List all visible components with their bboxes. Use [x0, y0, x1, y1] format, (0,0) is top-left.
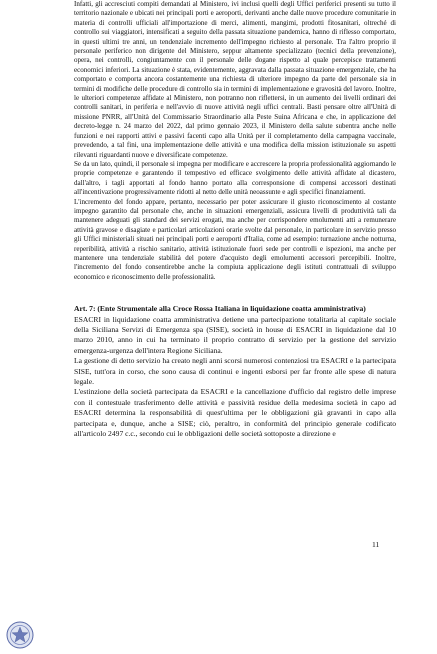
paragraph-accresciuti-compiti: Infatti, gli accresciuti compiti demandati al Ministero, ivi inclusi quelli degli Uffici periferici presenti su tutto il territorio nazionale e ubicati nei principali porti e aeroporti, derivanti anche dalle nuove procedure comunitarie in materia di controlli ufficiali all'importazione di merci, alimenti, mangimi, prodotti fitosanitari, oltreché di controllo sui viaggiatori, intensificati a seguito della passata situazione pandemica, hanno di riflesso comportato, in questi ultimi tre anni, un tendenziale incremento dell'impegno richiesto al personale. Tra l'altro proprio il personale periferico non dirigente del Ministero, seppur altamente specializzato (tecnici della prevenzione), opera, nei controlli, congiuntamente con il personale delle dogane rispetto al quale percepisce trattamenti economici inferiori. La situazione è stata, evidentemente, aggravata dalla passata situazione emergenziale, che ha comportato e comporta ancora costantemente una richiesta di ulteriore impegno da parte del personale sia in termini di modifiche delle procedure di controllo sia in termini di implementazione e gravosità del lavoro. Inoltre, le ulteriori competenze affidate al Ministero, non potranno non riflettersi, in un aumento dei livelli ordinari dei controlli sanitari, in periferia e nell'avvio di nuove attività negli uffici centrali. Basti pensare oltre all'Unità di missione PNRR, all'Unità del Commissario Straordinario alla Peste Suina Africana e che, in applicazione del decreto-legge n. 24 marzo del 2022, dal primo gennaio 2023, il Ministero della salute subentra anche nelle funzioni e nei rapporti attivi e passivi facenti capo alla Unità per il completamento della campagna vaccinale, prevedendo, a tal fini, una implementazione delle attività e una modifica della mission istituzionale su aspetti rilevanti riguardanti nuove e diversificate competenze.: [74, 0, 396, 159]
paragraph-gestione-servizio: La gestione di detto servizio ha creato negli anni scorsi numerosi contenziosi tra ESACRI e la partecipata SISE, tutt'ora in corso, che sono causa di continui e ingenti esborsi per far fronte alle spese di natura legale.: [74, 356, 396, 387]
paragraph-estinzione-societa: L'estinzione della società partecipata da ESACRI e la cancellazione d'ufficio dal registro delle imprese con il contestuale trasferimento delle attività e passività residue della medesima società in capo ad ESACRI determina la responsabilità di quest'ultima per le obbligazioni già gravanti in capo alla partecipata e, dunque, anche a SISE; ciò, peraltro, in conformità del principio generale codificato all'articolo 2497 c.c., secondo cui le obbligazioni delle società sottoposte a direzione e: [74, 387, 396, 439]
paragraph-esacri-partecipazione: ESACRI in liquidazione coatta amministrativa detiene una partecipazione totalitaria al capitale sociale della Siciliana Servizi di Emergenza spa (SISE), società in house di ESACRI in liquidazione dal 10 marzo 2010, anno in cui ha terminato il proprio contratto di servizio per la gestione del servizio emergenza-urgenza dell'intera Regione Siciliana.: [74, 314, 396, 355]
republic-seal-icon: [6, 621, 34, 649]
page-number: 11: [372, 540, 380, 549]
paragraph-professionalita: Se da un lato, quindi, il personale si impegna per modificare e accrescere la propria professionalità aggiornando le proprie competenze e garantendo il tempestivo ed efficace svolgimento delle attività affidate al dicastero, dall'altro, i tagli apportati al fondo hanno portato alla corresponsione di compensi accessori destinati all'incentivazione progressivamente ridotti al netto delle unità neoassunte e agli specifici finanziamenti.: [74, 159, 396, 197]
page-content: [74, 0, 396, 439]
paragraph-incremento-fondo: L'incremento del fondo appare, pertanto, necessario per poter assicurare il giusto riconoscimento al costante impegno garantito dal personale che, anche in situazioni emergenziali, assicura livelli di produttività tali da mantenere adeguati gli standard dei servizi erogati, ma anche per corrispondere emolumenti atti a remunerare attività gravose e disagiate e particolari articolazioni orarie svolte dal personale, in particolare in servizio presso gli Uffici ministeriali situati nei principali porti e aeroporti d'Italia, come ad esempio: turnazione anche notturna, reperibilità, attività a rischio sanitario, attività istituzionale fuori sede per controlli e ispezioni, ma anche per mantenere una tendenziale stabilità del potere d'acquisto degli emolumenti accessori percepibili. Inoltre, l'incremento del fondo consentirebbe anche la compiuta applicazione degli istituti contrattuali di sviluppo economico e riconoscimento delle professionalità.: [74, 197, 396, 281]
article-7-title: Art. 7: (Ente Strumentale alla Croce Rossa Italiana in liquidazione coatta amministrativa): [74, 304, 366, 314]
